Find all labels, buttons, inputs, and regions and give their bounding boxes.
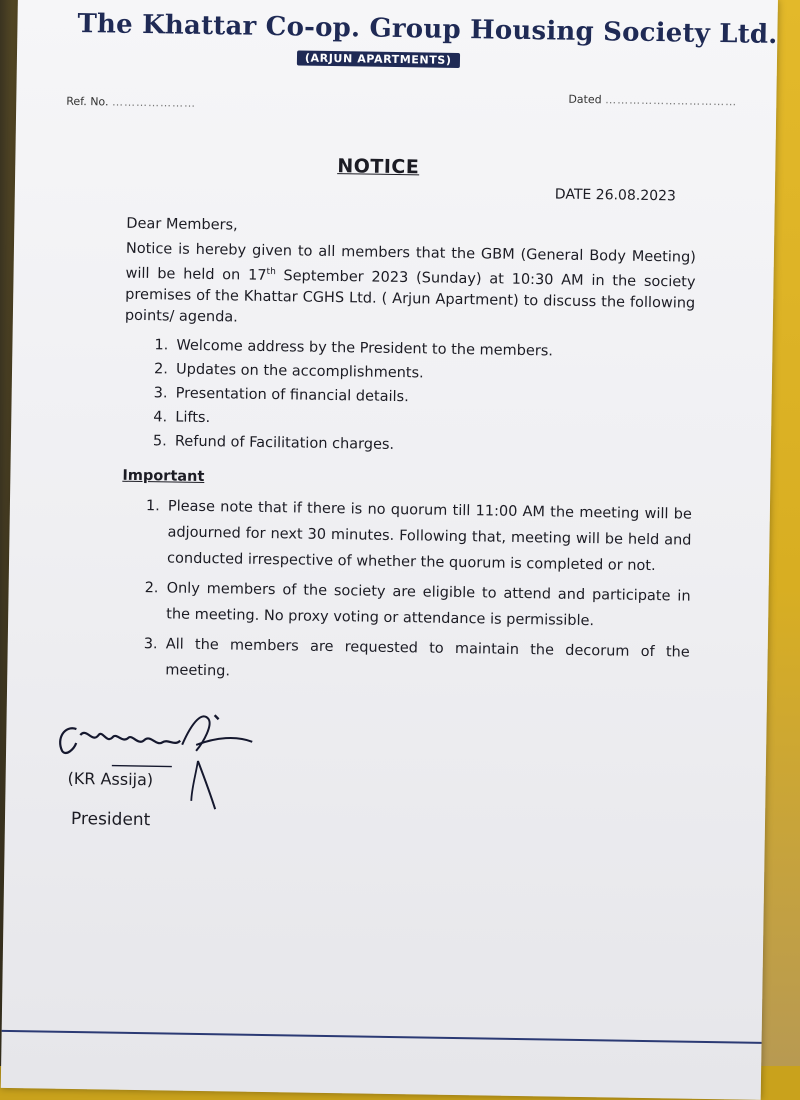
agenda-number: 2. xyxy=(153,361,169,378)
important-text: Please note that if there is no quorum till 11:00 AM the meeting will be adjourned for next 30 minutes. Following that, meeting will be held and conducted irrespective of whether the quorum is completed or not. xyxy=(166,498,692,574)
important-heading: Important xyxy=(122,467,205,485)
salutation: Dear Members, xyxy=(126,215,238,234)
dated-field xyxy=(568,93,737,109)
agenda-number: 5. xyxy=(152,433,167,450)
handwritten-signature-icon xyxy=(45,699,277,813)
important-text: All the members are requested to maintain the decorum of the meeting. xyxy=(165,636,690,680)
letterhead-title: The Khattar Co-op. Group Housing Society Ltd. xyxy=(77,8,778,50)
notice-title: NOTICE xyxy=(337,155,420,179)
agenda-list xyxy=(153,335,695,460)
agenda-text: Lifts. xyxy=(175,409,211,426)
ordinal-suffix: th xyxy=(266,266,276,278)
important-number: 3. xyxy=(143,635,158,653)
agenda-number: 3. xyxy=(153,385,168,402)
notice-paragraph xyxy=(125,239,696,336)
agenda-text: Refund of Facilitation charges. xyxy=(174,433,395,453)
ref-number-field xyxy=(66,95,196,110)
ref-label: Ref. No. xyxy=(66,94,109,109)
ref-blank-dots: ………………… xyxy=(111,95,197,110)
list-item xyxy=(143,631,690,692)
important-number: 2. xyxy=(144,579,159,597)
agenda-text: Presentation of financial details. xyxy=(175,385,409,406)
signatory-role: President xyxy=(70,808,151,831)
important-text: Only members of the society are eligible to attend and participate in the meeting. No proxy voting or attendance is permissible. xyxy=(166,580,691,629)
dated-blank-dots: …………………………… xyxy=(605,93,738,109)
paragraph-part-1: Notice is hereby given to all members that the GBM (General Body Meeting) will be held on 17 xyxy=(125,240,697,284)
list-item xyxy=(153,431,693,460)
paragraph-part-2: September 2023 (Sunday) at 10:30 AM in the society premises of the Khattar CGHS Ltd. ( Arjun Apartment) to discuss the following points/ agenda. xyxy=(124,267,696,326)
notice-paper xyxy=(1,0,778,1100)
signatory-name: (KR Assija) xyxy=(67,768,154,790)
notice-date: DATE 26.08.2023 xyxy=(554,186,677,205)
agenda-text: Welcome address by the President to the members. xyxy=(176,337,554,360)
agenda-text: Updates on the accomplishments. xyxy=(175,361,424,382)
agenda-number: 4. xyxy=(153,409,168,426)
list-item xyxy=(145,493,692,580)
notice-body xyxy=(119,214,696,696)
agenda-number: 1. xyxy=(154,337,169,354)
dated-label: Dated xyxy=(568,92,602,107)
important-list xyxy=(143,493,692,692)
letterhead-subtitle: (ARJUN APARTMENTS) xyxy=(297,50,460,68)
list-item xyxy=(144,575,691,636)
important-number: 1. xyxy=(145,497,160,515)
faded-stamp-watermark xyxy=(530,686,780,971)
footer-divider xyxy=(2,1030,762,1044)
